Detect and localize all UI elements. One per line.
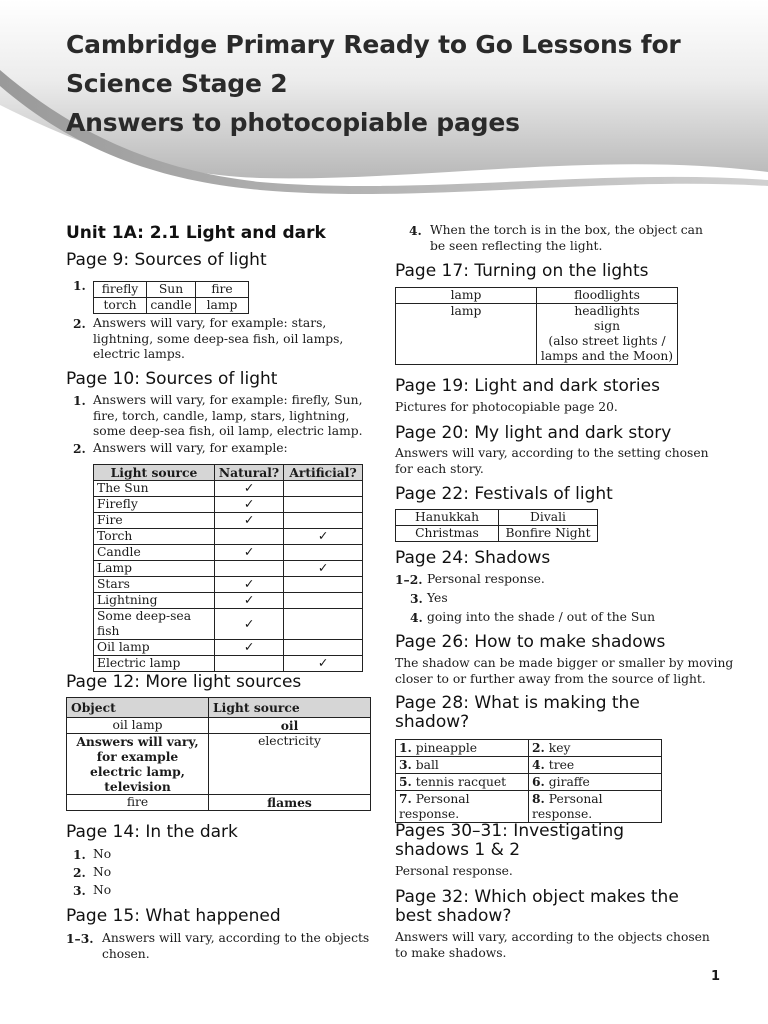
page17-heading: Page 17: Turning on the lights [395,261,649,281]
light-source-cell: Firefly [94,497,215,513]
natural-artificial-table [93,464,363,672]
artificial-check-cell [284,481,363,497]
artificial-check-cell [284,609,363,640]
item-number: 6. [532,774,545,789]
page9-q2-number: 2. [73,316,86,331]
item-answer: Personal response. [532,792,603,821]
answer-line: Answers will vary, according to the objects chosen [395,930,710,944]
cell-line: television [104,779,171,794]
answer-line: lightning, some deep-sea fish, oil lamps, [93,331,344,346]
artificial-check-cell [284,545,363,561]
page12-heading: Page 12: More light sources [66,672,302,692]
natural-check-cell: ✓ [215,609,284,640]
page24-heading: Page 24: Shadows [395,548,551,568]
light-source-cell: Lightning [94,593,215,609]
table-cell: torch [94,298,147,314]
table-cell [529,774,662,791]
page14-item-answer: No [93,847,112,861]
table-row [94,561,363,577]
table-cell [537,304,678,365]
item-number: 8. [532,791,545,806]
light-source-cell: Electric lamp [94,656,215,672]
artificial-check-cell: ✓ [284,656,363,672]
page19-answer: Pictures for photocopiable page 20. [395,400,618,414]
page26-heading: Page 26: How to make shadows [395,632,666,652]
answer-line: The shadow can be made bigger or smaller by moving [395,656,734,670]
page16-q4-answer [430,223,703,254]
light-source-cell: Fire [94,513,215,529]
table-cell: firefly [94,282,147,298]
cell-line: sign [593,319,621,333]
page32-heading [395,888,679,926]
answer-line: When the torch is in the box, the object can [430,223,703,237]
page16-q4-number: 4. [409,223,422,238]
heading-line: Pages 30–31: Investigating [395,821,625,841]
page14-item-answer: No [93,883,112,897]
table-header: Light source [209,698,371,718]
item-answer: tree [548,758,575,772]
page20-answer [395,446,709,477]
page9-q2-answer [93,316,343,363]
artificial-check-cell [284,593,363,609]
table-row [94,481,363,497]
natural-check-cell: ✓ [215,513,284,529]
table-cell: fire [67,795,209,811]
answer-line: Answers will vary, for example: firefly, Sun, [93,393,363,407]
document-title-line-2: Science Stage 2 [66,69,288,98]
answer-line: for each story. [395,461,484,476]
table-cell [396,774,529,791]
table-cell: Divali [499,510,598,526]
table-cell: lamp [196,298,249,314]
artificial-check-cell [284,513,363,529]
natural-check-cell: ✓ [215,497,284,513]
table-cell: floodlights [537,288,678,304]
page-header [0,0,768,225]
page28-heading [395,694,640,732]
item-number: 7. [399,791,412,806]
table-cell: Christmas [396,526,499,542]
natural-check-cell [215,529,284,545]
page24-item-answer: going into the shade / out of the Sun [427,610,656,624]
page10-heading: Page 10: Sources of light [66,369,278,389]
table-cell: lamp [396,288,537,304]
table-cell [396,757,529,774]
page14-heading: Page 14: In the dark [66,822,238,842]
cell-line: headlights [574,304,640,318]
natural-check-cell: ✓ [215,545,284,561]
artificial-check-cell: ✓ [284,529,363,545]
page24-item-number: 4. [410,610,423,625]
answer-line: be seen reflecting the light. [430,238,603,253]
item-answer: ball [415,758,439,772]
table-row [94,640,363,656]
page30-answer: Personal response. [395,864,513,878]
answer-line: fire, torch, candle, lamp, stars, lightning, [93,408,350,423]
natural-check-cell: ✓ [215,593,284,609]
table-header: Object [67,698,209,718]
answer-line: Answers will vary, for example: stars, [93,316,327,330]
page14-item-answer: No [93,865,112,879]
artificial-check-cell [284,497,363,513]
heading-line: shadow? [395,712,470,732]
table-cell [396,791,529,823]
page14-item-number: 2. [73,865,86,880]
table-cell [529,740,662,757]
item-number: 5. [399,774,412,789]
light-source-cell: The Sun [94,481,215,497]
light-source-cell: Torch [94,529,215,545]
turning-on-lights-table [395,287,678,365]
page10-q1-number: 1. [73,393,86,408]
table-cell: fire [196,282,249,298]
answer-line: Answers will vary, according to the setting chosen [395,446,709,460]
item-answer: Personal response. [399,792,470,821]
light-source-cell: Lamp [94,561,215,577]
page9-q1-number: 1. [73,278,86,293]
artificial-check-cell [284,640,363,656]
table-row [94,497,363,513]
unit-heading: Unit 1A: 2.1 Light and dark [66,223,326,243]
item-answer: tennis racquet [415,775,507,789]
answer-line: to make shadows. [395,945,507,960]
heading-line: shadows 1 & 2 [395,840,521,860]
answer-line: some deep-sea fish, oil lamp, electric lamp. [93,424,363,438]
item-answer: key [548,741,571,755]
light-source-cell: Oil lamp [94,640,215,656]
natural-check-cell: ✓ [215,640,284,656]
table-cell [529,791,662,823]
page24-item-answer: Personal response. [427,572,545,586]
heading-line: Page 32: Which object makes the [395,887,679,907]
natural-check-cell [215,656,284,672]
table-cell: Sun [147,282,196,298]
page19-heading: Page 19: Light and dark stories [395,376,660,396]
page9-heading: Page 9: Sources of light [66,250,267,270]
page9-sources-table [93,281,249,314]
page10-q1-answer [93,393,363,440]
page14-item-number: 3. [73,883,86,898]
artificial-check-cell: ✓ [284,561,363,577]
page26-answer [395,656,733,687]
item-number: 2. [532,740,545,755]
table-row [94,577,363,593]
table-cell: flames [209,795,371,811]
table-cell [529,757,662,774]
page15-number: 1–3. [66,931,94,946]
table-cell [67,734,209,795]
item-number: 1. [399,740,412,755]
table-cell: Bonfire Night [499,526,598,542]
item-number: 4. [532,757,545,772]
table-cell: oil lamp [67,718,209,734]
page20-heading: Page 20: My light and dark story [395,423,672,443]
page30-heading [395,822,624,860]
artificial-check-cell [284,577,363,593]
heading-line: Page 28: What is making the [395,693,640,713]
more-light-sources-table [66,697,371,811]
page14-item-number: 1. [73,847,86,862]
cell-line: for example [96,749,179,764]
heading-line: best shadow? [395,906,512,926]
table-row [94,609,363,640]
table-cell [396,740,529,757]
natural-check-cell [215,561,284,577]
page15-heading: Page 15: What happened [66,906,281,926]
table-cell: electricity [209,734,371,795]
item-answer: giraffe [548,775,590,789]
table-header: Artificial? [284,465,363,481]
document-title-line-1: Cambridge Primary Ready to Go Lessons for [66,30,681,59]
table-cell: oil [209,718,371,734]
page32-answer [395,930,710,961]
table-row [94,593,363,609]
page22-heading: Page 22: Festivals of light [395,484,613,504]
light-source-cell: Some deep-sea fish [94,609,215,640]
light-source-cell: Candle [94,545,215,561]
cell-line: (also street lights / [548,334,666,348]
table-row [94,529,363,545]
item-number: 3. [399,757,412,772]
natural-check-cell: ✓ [215,481,284,497]
page10-q2-number: 2. [73,441,86,456]
page24-item-number: 1–2. [395,572,423,587]
table-cell: Hanukkah [396,510,499,526]
table-row [94,656,363,672]
table-header: Light source [94,465,215,481]
page-number: 1 [710,969,720,984]
table-row [94,545,363,561]
cell-line: electric lamp, [90,764,185,779]
answer-line: closer to or further away from the source of light. [395,671,706,686]
item-answer: pineapple [415,741,478,755]
cell-line: Answers will vary, [76,734,199,749]
festivals-table [395,509,598,542]
light-source-cell: Stars [94,577,215,593]
table-cell: candle [147,298,196,314]
table-cell: lamp [396,304,537,365]
answer-line: electric lamps. [93,347,185,361]
cell-line: lamps and the Moon) [540,349,674,363]
page15-answer [102,931,369,962]
table-row [94,513,363,529]
natural-check-cell: ✓ [215,577,284,593]
answer-line: Answers will vary, according to the objects [102,931,370,945]
shadow-objects-table [395,739,662,823]
page24-item-answer: Yes [427,591,448,605]
document-title-line-3: Answers to photocopiable pages [66,108,520,137]
page10-q2-answer: Answers will vary, for example: [93,441,288,455]
answer-line: chosen. [102,946,150,961]
page24-item-number: 3. [410,591,423,606]
table-header: Natural? [215,465,284,481]
